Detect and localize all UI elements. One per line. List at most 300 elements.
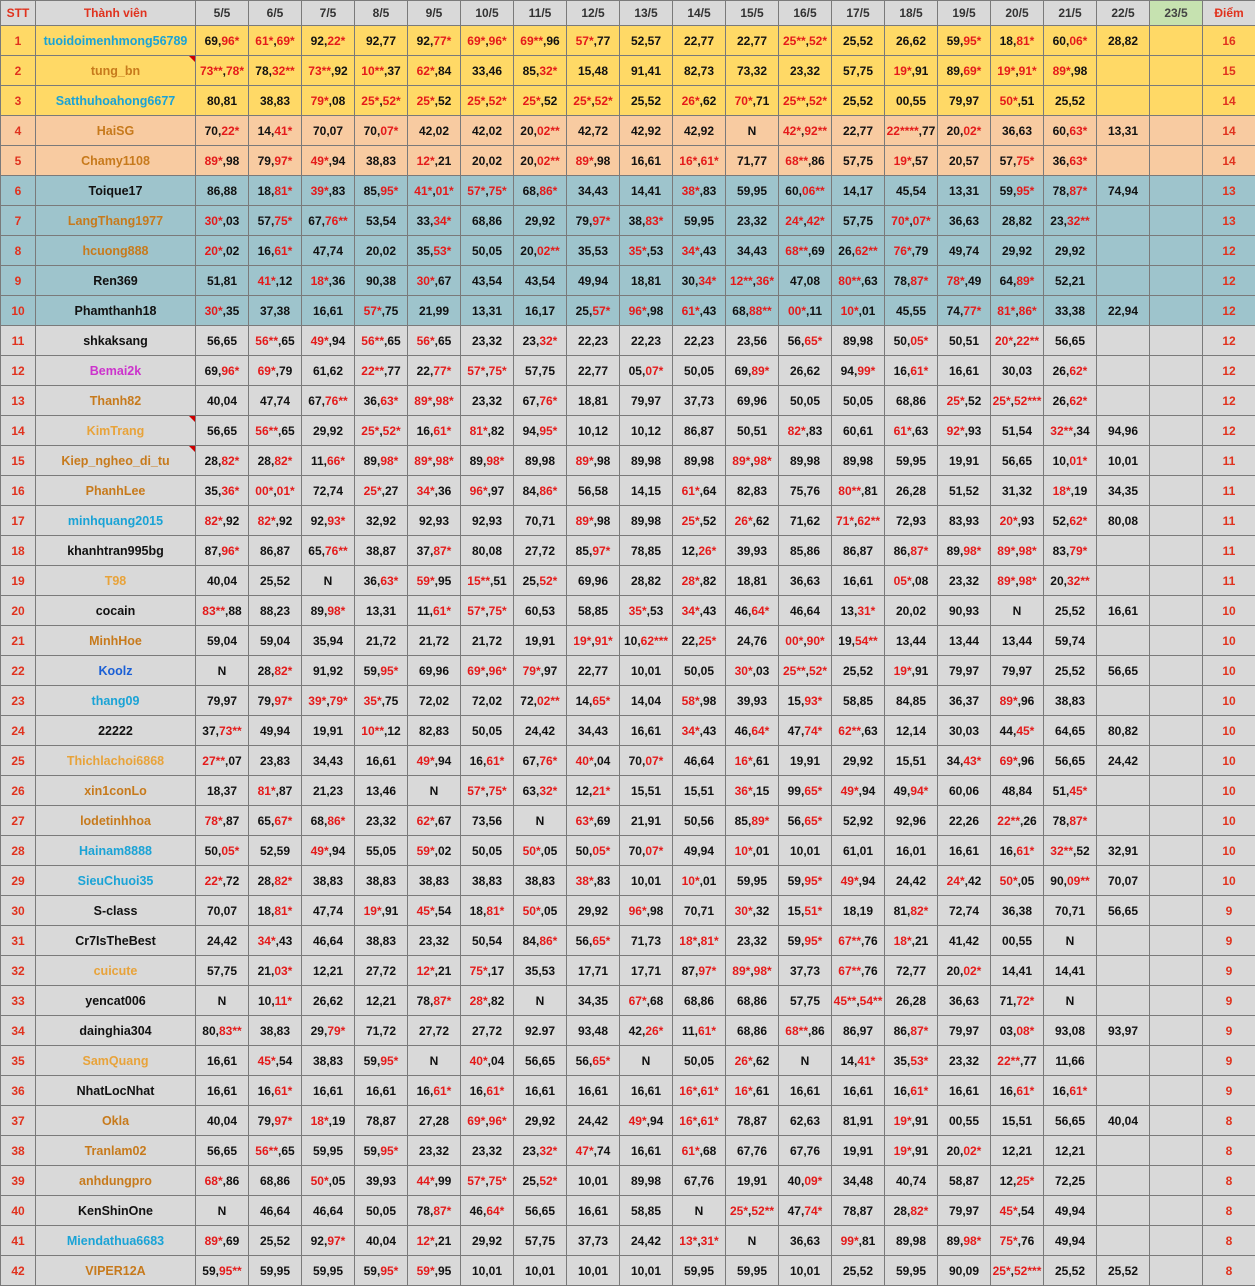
day-cell: 59,74 xyxy=(1044,626,1097,656)
day-cell: 25*,52*** xyxy=(991,386,1044,416)
day-cell: 37,38 xyxy=(249,296,302,326)
row-number: 26 xyxy=(1,776,36,806)
day-cell: 20*,02 xyxy=(196,236,249,266)
member-name: MinhHoe xyxy=(36,626,196,656)
day-cell: 35,36* xyxy=(196,476,249,506)
day-cell: 25*,27 xyxy=(355,476,408,506)
day-cell: 68,86 xyxy=(726,1016,779,1046)
score-cell: 12 xyxy=(1203,326,1255,356)
member-name: anhdungpro xyxy=(36,1166,196,1196)
day-cell xyxy=(1150,56,1203,86)
day-cell: 22,23 xyxy=(620,326,673,356)
day-cell: 18*,36 xyxy=(302,266,355,296)
table-row xyxy=(1,1016,1255,1046)
row-number: 2 xyxy=(1,56,36,86)
day-cell: 89*,98 xyxy=(567,446,620,476)
day-cell: 25*,52 xyxy=(673,506,726,536)
member-name: khanhtran995bg xyxy=(36,536,196,566)
day-cell: 23,32 xyxy=(461,326,514,356)
row-number: 11 xyxy=(1,326,36,356)
day-cell: 50*,05 xyxy=(302,1166,355,1196)
day-cell xyxy=(1150,206,1203,236)
day-cell: 24,42 xyxy=(620,1226,673,1256)
score-cell: 12 xyxy=(1203,236,1255,266)
table-row xyxy=(1,56,1255,86)
day-cell: 15,93* xyxy=(779,686,832,716)
day-cell: 46,64* xyxy=(726,716,779,746)
day-cell: 36,63* xyxy=(1044,146,1097,176)
day-cell: 38,83 xyxy=(249,1016,302,1046)
day-cell: 16,61 xyxy=(938,836,991,866)
day-cell: 69,96 xyxy=(408,656,461,686)
day-cell: 25,52 xyxy=(620,86,673,116)
day-cell xyxy=(1097,206,1150,236)
day-cell: 72,02 xyxy=(408,686,461,716)
day-cell: 93,97 xyxy=(1097,1016,1150,1046)
table-row xyxy=(1,596,1255,626)
day-cell: 49,94 xyxy=(1044,1226,1097,1256)
day-cell: 45**,54** xyxy=(832,986,885,1016)
day-cell: 46,64* xyxy=(726,596,779,626)
day-cell: 16,61 xyxy=(355,1076,408,1106)
day-cell: 89,69* xyxy=(938,56,991,86)
day-cell: 10,01 xyxy=(567,1256,620,1286)
member-name: tung_bn xyxy=(36,56,196,86)
day-cell: 79,97 xyxy=(938,656,991,686)
header-day: 17/5 xyxy=(832,1,885,26)
day-cell: 34*,43 xyxy=(673,596,726,626)
day-cell: 89*,69 xyxy=(196,1226,249,1256)
day-cell: 89,98 xyxy=(832,326,885,356)
day-cell: 94,96 xyxy=(1097,416,1150,446)
day-cell: 83,93 xyxy=(938,506,991,536)
day-cell: 21,72 xyxy=(408,626,461,656)
day-cell: 21,72 xyxy=(355,626,408,656)
day-cell: 96*,98 xyxy=(620,296,673,326)
day-cell: 47,74 xyxy=(302,896,355,926)
day-cell: 29,79* xyxy=(302,1016,355,1046)
day-cell: 45,54 xyxy=(885,176,938,206)
day-cell: 29,92 xyxy=(461,1226,514,1256)
day-cell: N xyxy=(408,776,461,806)
day-cell: 65,67* xyxy=(249,806,302,836)
day-cell: 19*,57 xyxy=(885,146,938,176)
day-cell: 38,83 xyxy=(408,866,461,896)
day-cell: 79,97 xyxy=(620,386,673,416)
day-cell xyxy=(1150,476,1203,506)
day-cell: 68*,86 xyxy=(196,1166,249,1196)
day-cell: 59,95 xyxy=(673,1256,726,1286)
day-cell: 55,05 xyxy=(355,836,408,866)
day-cell: 89,98* xyxy=(302,596,355,626)
day-cell: 79,97* xyxy=(249,1106,302,1136)
day-cell: 56,65* xyxy=(567,1046,620,1076)
day-cell: 30,03 xyxy=(991,356,1044,386)
day-cell: 47,74* xyxy=(779,716,832,746)
day-cell: 61*,63 xyxy=(885,416,938,446)
row-number: 24 xyxy=(1,716,36,746)
table-row xyxy=(1,836,1255,866)
day-cell: 23,32 xyxy=(461,386,514,416)
day-cell: 80**,63 xyxy=(832,266,885,296)
day-cell: 43,54 xyxy=(514,266,567,296)
day-cell: 19,91 xyxy=(302,716,355,746)
day-cell xyxy=(1150,116,1203,146)
row-number: 10 xyxy=(1,296,36,326)
day-cell: 78*,49 xyxy=(938,266,991,296)
day-cell: 58,87 xyxy=(938,1166,991,1196)
day-cell: 16,61* xyxy=(885,1076,938,1106)
day-cell: 23,32* xyxy=(514,1136,567,1166)
table-row xyxy=(1,896,1255,926)
member-name: SamQuang xyxy=(36,1046,196,1076)
table-row xyxy=(1,776,1255,806)
member-name: Kiep_ngheo_di_tu xyxy=(36,446,196,476)
day-cell: 96*,98 xyxy=(620,896,673,926)
day-cell: 16,61* xyxy=(249,236,302,266)
day-cell: 56,65* xyxy=(779,806,832,836)
header-day: 22/5 xyxy=(1097,1,1150,26)
table-row xyxy=(1,386,1255,416)
day-cell: 45,55 xyxy=(885,296,938,326)
day-cell: 86,87 xyxy=(249,536,302,566)
day-cell: 12,25* xyxy=(991,1166,1044,1196)
day-cell: N xyxy=(196,986,249,1016)
day-cell: 60,06** xyxy=(779,176,832,206)
day-cell: 71,73 xyxy=(620,926,673,956)
row-number: 37 xyxy=(1,1106,36,1136)
day-cell: 46,64 xyxy=(779,596,832,626)
table-row xyxy=(1,296,1255,326)
member-name: Thanh82 xyxy=(36,386,196,416)
table-row xyxy=(1,626,1255,656)
day-cell: 57*,75 xyxy=(355,296,408,326)
day-cell: 50,51 xyxy=(726,416,779,446)
row-number: 29 xyxy=(1,866,36,896)
member-name: thang09 xyxy=(36,686,196,716)
day-cell: 38,83 xyxy=(355,866,408,896)
day-cell: 13,46 xyxy=(355,776,408,806)
day-cell: 89*,98* xyxy=(408,386,461,416)
member-name: KenShinOne xyxy=(36,1196,196,1226)
day-cell xyxy=(1150,866,1203,896)
day-cell: 86,87* xyxy=(885,1016,938,1046)
table-row xyxy=(1,1136,1255,1166)
day-cell: 25,52 xyxy=(832,656,885,686)
day-cell: 38*,83 xyxy=(567,866,620,896)
day-cell: N xyxy=(1044,986,1097,1016)
day-cell: 25*,52* xyxy=(355,86,408,116)
day-cell: 25,52 xyxy=(1044,1256,1097,1286)
day-cell: 18,81* xyxy=(991,26,1044,56)
day-cell: 89*,98* xyxy=(991,536,1044,566)
day-cell xyxy=(1150,566,1203,596)
table-row xyxy=(1,806,1255,836)
score-cell: 15 xyxy=(1203,56,1255,86)
day-cell: 49*,94 xyxy=(408,746,461,776)
day-cell: 16,17 xyxy=(514,296,567,326)
day-cell: 25*,52 xyxy=(408,86,461,116)
score-cell: 11 xyxy=(1203,536,1255,566)
day-cell: 38,87 xyxy=(355,536,408,566)
day-cell: 58,85 xyxy=(832,686,885,716)
day-cell: 86,87* xyxy=(885,536,938,566)
day-cell: 19*,91 xyxy=(355,896,408,926)
day-cell: 24*,42 xyxy=(938,866,991,896)
day-cell: 17,71 xyxy=(567,956,620,986)
day-cell: 79*,97 xyxy=(514,656,567,686)
day-cell: 70,07 xyxy=(196,896,249,926)
day-cell: 89,98 xyxy=(620,1166,673,1196)
day-cell: 12*,21 xyxy=(408,956,461,986)
day-cell: 71,72 xyxy=(355,1016,408,1046)
day-cell: 90,09** xyxy=(1044,866,1097,896)
day-cell: 72,02** xyxy=(514,686,567,716)
member-name: Ren369 xyxy=(36,266,196,296)
day-cell: 59,95* xyxy=(779,926,832,956)
day-cell: 38,83 xyxy=(355,146,408,176)
member-name: Cr7IsTheBest xyxy=(36,926,196,956)
member-name: KimTrang xyxy=(36,416,196,446)
member-name: T98 xyxy=(36,566,196,596)
day-cell: 89,98* xyxy=(355,446,408,476)
day-cell: 19,54** xyxy=(832,626,885,656)
day-cell: 11,61* xyxy=(673,1016,726,1046)
day-cell: 26,62** xyxy=(832,236,885,266)
day-cell: 23,32 xyxy=(779,56,832,86)
day-cell xyxy=(1150,1016,1203,1046)
day-cell: 03,08* xyxy=(991,1016,1044,1046)
day-cell: 61,01 xyxy=(832,836,885,866)
day-cell xyxy=(1097,1046,1150,1076)
day-cell: 15,48 xyxy=(567,56,620,86)
day-cell: 23,32 xyxy=(408,1136,461,1166)
day-cell: 12*,21 xyxy=(408,1226,461,1256)
day-cell xyxy=(1150,746,1203,776)
day-cell: 18*,19 xyxy=(1044,476,1097,506)
day-cell: 35,53 xyxy=(514,956,567,986)
score-cell: 12 xyxy=(1203,296,1255,326)
day-cell xyxy=(1097,56,1150,86)
day-cell: 72,74 xyxy=(938,896,991,926)
day-cell: 89,98 xyxy=(885,1226,938,1256)
row-number: 4 xyxy=(1,116,36,146)
day-cell: 70,07 xyxy=(302,116,355,146)
day-cell: 59,95 xyxy=(249,1256,302,1286)
day-cell: 16*,61* xyxy=(673,1076,726,1106)
day-cell: 35,94 xyxy=(302,626,355,656)
day-cell: 24,42 xyxy=(196,926,249,956)
day-cell: 22,23 xyxy=(567,326,620,356)
member-name: Toique17 xyxy=(36,176,196,206)
day-cell: 61*,64 xyxy=(673,476,726,506)
day-cell: 38,83 xyxy=(514,866,567,896)
day-cell: 16,61* xyxy=(991,1076,1044,1106)
day-cell: 26,62 xyxy=(779,356,832,386)
day-cell: 25*,52* xyxy=(355,416,408,446)
day-cell: 34,43 xyxy=(302,746,355,776)
day-cell: 57*,75* xyxy=(461,776,514,806)
day-cell: 16,61 xyxy=(620,146,673,176)
day-cell: 93,08 xyxy=(1044,1016,1097,1046)
day-cell xyxy=(1097,986,1150,1016)
day-cell: 28*,82 xyxy=(673,566,726,596)
day-cell: 81*,87 xyxy=(249,776,302,806)
member-name: Bemai2k xyxy=(36,356,196,386)
day-cell: 49,94 xyxy=(567,266,620,296)
day-cell: 42,72 xyxy=(567,116,620,146)
member-name: shkaksang xyxy=(36,326,196,356)
day-cell: 79,97 xyxy=(196,686,249,716)
day-cell: 25**,52* xyxy=(779,656,832,686)
day-cell: 15**,51 xyxy=(461,566,514,596)
day-cell xyxy=(1097,566,1150,596)
day-cell: 10,01 xyxy=(620,1256,673,1286)
day-cell: 93,48 xyxy=(567,1016,620,1046)
day-cell: 16,61 xyxy=(302,1076,355,1106)
day-cell: 16,61 xyxy=(832,566,885,596)
day-cell: 29,92 xyxy=(514,206,567,236)
day-cell: 62*,67 xyxy=(408,806,461,836)
day-cell: 52,21 xyxy=(1044,266,1097,296)
day-cell: 13,31 xyxy=(461,296,514,326)
day-cell: 59*,02 xyxy=(408,836,461,866)
score-cell: 9 xyxy=(1203,896,1255,926)
day-cell: 57,75 xyxy=(514,356,567,386)
table-row xyxy=(1,536,1255,566)
day-cell: 82*,92 xyxy=(249,506,302,536)
day-cell: 30,03 xyxy=(938,716,991,746)
day-cell: 68**,86 xyxy=(779,146,832,176)
day-cell: 69*,96* xyxy=(461,26,514,56)
day-cell: 29,92 xyxy=(991,236,1044,266)
day-cell: 67,76 xyxy=(779,1136,832,1166)
day-cell: 00,55 xyxy=(991,926,1044,956)
day-cell: 49*,94 xyxy=(832,776,885,806)
day-cell: 57*,75* xyxy=(461,356,514,386)
score-cell: 9 xyxy=(1203,1016,1255,1046)
day-cell: 23,32* xyxy=(514,326,567,356)
day-cell: 79*,08 xyxy=(302,86,355,116)
day-cell: 19*,91 xyxy=(885,1106,938,1136)
day-cell: 57,75 xyxy=(832,146,885,176)
table-row xyxy=(1,26,1255,56)
day-cell: 69**,96 xyxy=(514,26,567,56)
day-cell: 56**,65 xyxy=(249,416,302,446)
score-cell: 14 xyxy=(1203,116,1255,146)
score-cell: 11 xyxy=(1203,506,1255,536)
table-row xyxy=(1,1256,1255,1286)
day-cell: 60,63* xyxy=(1044,116,1097,146)
day-cell: 52,57 xyxy=(620,26,673,56)
day-cell: 16,61 xyxy=(1097,596,1150,626)
day-cell: 42,92 xyxy=(620,116,673,146)
day-cell: 36,37 xyxy=(938,686,991,716)
table-row xyxy=(1,956,1255,986)
day-cell: 26*,62 xyxy=(726,1046,779,1076)
day-cell: 00*,01* xyxy=(249,476,302,506)
day-cell: 90,93 xyxy=(938,596,991,626)
day-cell: 68**,86 xyxy=(779,1016,832,1046)
day-cell: 89*,98 xyxy=(567,506,620,536)
day-cell: 57,75* xyxy=(249,206,302,236)
day-cell: 30*,67 xyxy=(408,266,461,296)
day-cell: 28,82* xyxy=(249,656,302,686)
day-cell: 24*,42* xyxy=(779,206,832,236)
day-cell: 22**,77 xyxy=(991,1046,1044,1076)
day-cell: 72,25 xyxy=(1044,1166,1097,1196)
day-cell: 56,65 xyxy=(1044,746,1097,776)
day-cell xyxy=(1097,926,1150,956)
day-cell: 22,23 xyxy=(673,326,726,356)
day-cell: 46,64 xyxy=(302,926,355,956)
day-cell: 33,46 xyxy=(461,56,514,86)
day-cell: 40*,04 xyxy=(461,1046,514,1076)
day-cell: 79,97* xyxy=(249,146,302,176)
day-cell: 38,83 xyxy=(302,866,355,896)
score-cell: 8 xyxy=(1203,1256,1255,1286)
day-cell: 36,63 xyxy=(938,986,991,1016)
day-cell xyxy=(1150,926,1203,956)
day-cell: 10**,12 xyxy=(355,716,408,746)
member-name: Satthuhoahong6677 xyxy=(36,86,196,116)
member-name: tuoidoimenhmong56789 xyxy=(36,26,196,56)
day-cell: 27,72 xyxy=(355,956,408,986)
day-cell: 35*,53 xyxy=(620,596,673,626)
day-cell: 78,87* xyxy=(408,986,461,1016)
day-cell: 40,74 xyxy=(885,1166,938,1196)
day-cell: 19*,91 xyxy=(885,1136,938,1166)
day-cell: 58*,98 xyxy=(673,686,726,716)
day-cell: 38,83* xyxy=(620,206,673,236)
day-cell: 19*,91 xyxy=(885,656,938,686)
day-cell: 62,63 xyxy=(779,1106,832,1136)
day-cell: 33,34* xyxy=(408,206,461,236)
day-cell: 57,75 xyxy=(832,56,885,86)
score-cell: 9 xyxy=(1203,956,1255,986)
day-cell: 38,83 xyxy=(461,866,514,896)
header-stt: STT xyxy=(1,1,36,26)
day-cell: 20,02** xyxy=(514,116,567,146)
day-cell: 26,28 xyxy=(885,476,938,506)
row-number: 13 xyxy=(1,386,36,416)
day-cell xyxy=(1150,26,1203,56)
day-cell: 64,89* xyxy=(991,266,1044,296)
day-cell: 13,44 xyxy=(991,626,1044,656)
row-number: 19 xyxy=(1,566,36,596)
day-cell: 05*,08 xyxy=(885,566,938,596)
day-cell: 32**,34 xyxy=(1044,416,1097,446)
day-cell: 46,64* xyxy=(461,1196,514,1226)
day-cell: 85,86 xyxy=(779,536,832,566)
day-cell: 59,95 xyxy=(726,866,779,896)
day-cell: 44,45* xyxy=(991,716,1044,746)
day-cell: 21,03* xyxy=(249,956,302,986)
day-cell xyxy=(1150,86,1203,116)
day-cell: 49,94 xyxy=(249,716,302,746)
member-name: SieuChuoi35 xyxy=(36,866,196,896)
day-cell: 22,77 xyxy=(673,26,726,56)
day-cell: 21,91 xyxy=(620,806,673,836)
day-cell: 12*,21 xyxy=(408,146,461,176)
day-cell: 10,62*** xyxy=(620,626,673,656)
day-cell xyxy=(1150,146,1203,176)
row-number: 32 xyxy=(1,956,36,986)
day-cell xyxy=(1150,836,1203,866)
day-cell: 16,61 xyxy=(832,1076,885,1106)
day-cell: 50*,05 xyxy=(514,896,567,926)
day-cell: 49,74 xyxy=(938,236,991,266)
